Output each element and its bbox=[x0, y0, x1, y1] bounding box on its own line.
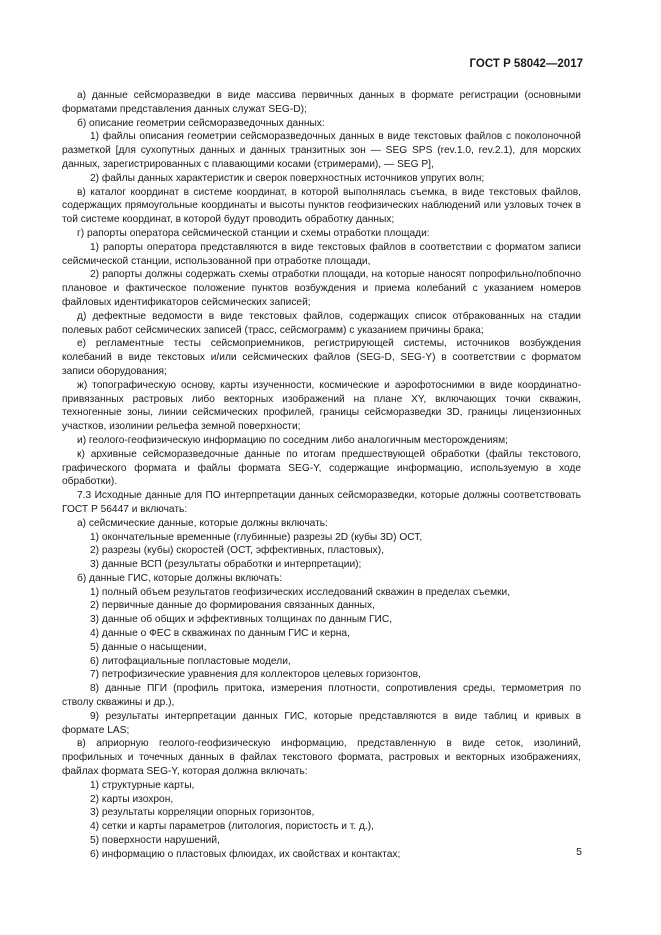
paragraph: 5) поверхности нарушений, bbox=[90, 835, 220, 847]
paragraph: 2) рапорты должны содержать схемы отработки площади, на которые наносят попрофильно/побпочно плановое и фактическое положение пунктов возбуждения и приема колебаний с указанием номеров файловых идентификаторов сейсмических записей; bbox=[62, 269, 581, 308]
paragraph: ж) топографическую основу, карты изученности, космические и аэрофотоснимки в виде координатно-привязанных растровых либо векторных изображений на плане XY, включающих точки скважин, техногенные зоны, линии сейсмических профилей, границы сейсморазведки 3D, границы лицензионных участков, изолинии рельефа земной поверхности; bbox=[62, 379, 581, 433]
paragraph: 7.3 Исходные данные для ПО интерпретации данных сейсморазведки, которые должны соответствовать ГОСТ Р 56447 и включать: bbox=[62, 490, 581, 515]
paragraph: б) описание геометрии сейсморазведочных данных: bbox=[77, 117, 325, 129]
paragraph: 6) литофациальные попластовые модели, bbox=[90, 655, 291, 667]
paragraph: а) сейсмические данные, которые должны включать: bbox=[77, 517, 328, 529]
paragraph: 9) результаты интерпретации данных ГИС, которые представляются в виде таблиц и кривых в формате LAS; bbox=[62, 710, 581, 736]
paragraph: 1) рапорты оператора представляются в виде текстовых файлов в соответствии с форматом записи сейсмической станции, использованной при отработке площади, bbox=[62, 241, 581, 267]
paragraph: к) архивные сейсморазведочные данные по итогам предшествующей обработки (файлы текстового, графического формата и файлы формата SEG-Y, содержащие информацию, используемую в ходе обработки). bbox=[62, 448, 581, 488]
paragraph: и) геолого-геофизическую информацию по соседним либо аналогичным месторождениям; bbox=[77, 434, 508, 446]
paragraph: б) данные ГИС, которые должны включать: bbox=[77, 572, 283, 584]
paragraph: 3) данные об общих и эффективных толщинах по данным ГИС, bbox=[90, 614, 393, 626]
paragraph: 2) разрезы (кубы) скоростей (ОСТ, эффективных, пластовых), bbox=[90, 545, 385, 557]
paragraph: в) априорную геолого-геофизическую информацию, представленную в виде сеток, изолиний, профильных и точечных данных в файлах текстового формата, растровых и векторных изображениях, файлах формата SEG-Y, которая должна включать: bbox=[62, 738, 581, 778]
paragraph: 3) данные ВСП (результаты обработки и интерпретации); bbox=[90, 559, 362, 571]
paragraph: 1) полный объем результатов геофизических исследований скважин в пределах съемки, bbox=[90, 586, 511, 598]
paragraph: а) данные сейсморазведки в виде массива первичных данных в формате регистрации (основными форматами представления данных служат SEG-D); bbox=[62, 90, 581, 115]
document-header: ГОСТ Р 58042—2017 bbox=[469, 58, 583, 70]
paragraph: г) рапорты оператора сейсмической станции и схемы отработки площади: bbox=[77, 227, 430, 239]
paragraph: 1) файлы описания геометрии сейсморазведочных данных в виде текстовых файлов с поколоночной разметкой [для сухопутных данных и данных транзитных зон — SEG SPS (rev.1.0, rev.2.1), для морских данных, зарегистрированных с плавающими косами (стримерами), — SEG P], bbox=[62, 131, 581, 170]
paragraph: 1) структурные карты, bbox=[90, 779, 195, 791]
paragraph: 4) данные о ФЕС в скважинах по данным ГИС и керна, bbox=[90, 628, 350, 640]
paragraph: 7) петрофизические уравнения для коллекторов целевых горизонтов, bbox=[90, 669, 421, 681]
page-number: 5 bbox=[576, 846, 582, 858]
document-body bbox=[62, 89, 581, 862]
paragraph: д) дефектные ведомости в виде текстовых файлов, содержащих список отбракованных на стадии полевых работ сейсмических записей (трасс, сейсмограмм) с указанием причины брака; bbox=[62, 310, 581, 336]
paragraph: 2) карты изохрон, bbox=[90, 793, 174, 805]
paragraph: в) каталог координат в системе координат, в которой выполнялась съемка, в виде текстовых файлов, содержащих прямоугольные координаты и высоты пунктов геофизических наблюдений или узловых точек в той системе координат, в которой будут проводить обработку данных; bbox=[62, 186, 581, 226]
paragraph: 5) данные о насыщении, bbox=[90, 641, 207, 653]
paragraph: 3) результаты корреляции опорных горизонтов, bbox=[90, 807, 315, 819]
paragraph: 8) данные ПГИ (профиль притока, измерения плотности, сопротивления среды, термометрия по стволу скважины и др.), bbox=[62, 683, 581, 709]
paragraph: е) регламентные тесты сейсмоприемников, регистрирующей системы, источников возбуждения колебаний в виде текстовых и/или сейсмических файлов (SEG-D, SEG-Y) в соответствии с форматом записи оборудования; bbox=[62, 338, 581, 377]
paragraph: 1) окончательные временные (глубинные) разрезы 2D (кубы 3D) ОСТ, bbox=[90, 531, 423, 543]
paragraph: 2) файлы данных характеристик и сверок поверхностных источников упругих волн; bbox=[90, 172, 485, 184]
paragraph: 6) информацию о пластовых флюидах, их свойствах и контактах; bbox=[90, 848, 401, 860]
paragraph: 4) сетки и карты параметров (литология, пористость и т. д.), bbox=[90, 821, 374, 833]
paragraph: 2) первичные данные до формирования связанных данных, bbox=[90, 600, 375, 612]
